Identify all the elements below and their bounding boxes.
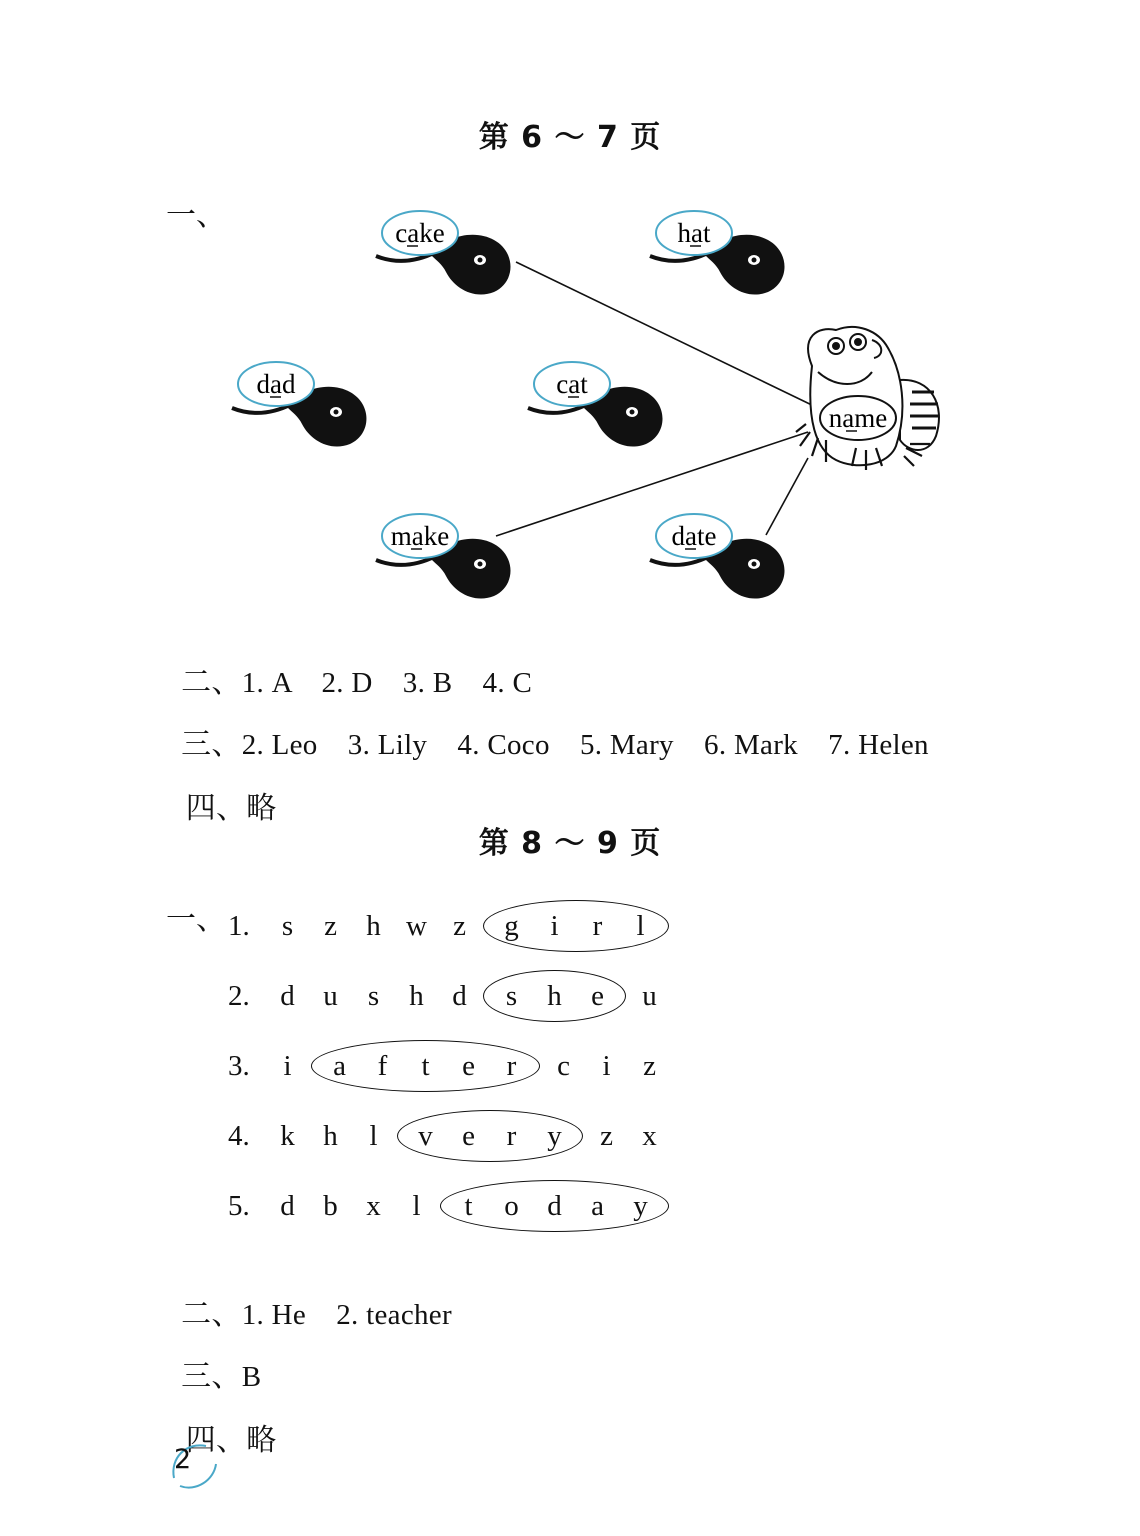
letter: z — [600, 1119, 613, 1152]
letter: s — [281, 909, 294, 942]
section2-question-2-answers: 1. He 2. teacher — [241, 1299, 452, 1331]
letter: a — [333, 1049, 346, 1082]
word-name: name — [828, 403, 888, 433]
letter: r — [506, 1119, 517, 1152]
question-4-answer: 略 — [246, 791, 277, 826]
word-search-row — [228, 904, 671, 948]
question-1-label: 一、 — [166, 198, 226, 233]
row-number: 5. — [228, 1189, 250, 1222]
circled-word — [483, 900, 669, 952]
letter: h — [547, 979, 562, 1012]
letter: z — [324, 909, 337, 942]
question-3-answers: 2. Leo 3. Lily 4. Coco 5. Mary 6. Mark 7. Helen — [241, 729, 929, 761]
section2-question-1-label: 一、 — [166, 902, 226, 937]
letter: v — [418, 1119, 433, 1152]
match-line-make — [496, 432, 808, 536]
word-search-row — [228, 1114, 671, 1158]
letter: b — [323, 1189, 338, 1222]
question-2-answers: 1. A 2. D 3. B 4. C — [241, 667, 533, 699]
letter: y — [633, 1189, 648, 1222]
page-heading-6-7: 第 6 ～ 7 页 — [478, 120, 662, 155]
letter: u — [642, 979, 657, 1012]
letter: h — [366, 909, 381, 942]
section2-question-4-answer: 略 — [246, 1423, 277, 1458]
question-4-line — [166, 748, 277, 827]
letter: i — [283, 1049, 292, 1082]
letter: x — [366, 1189, 381, 1222]
letter: e — [462, 1049, 475, 1082]
word-search-row — [228, 974, 671, 1018]
word-cat: cat — [556, 369, 588, 399]
matching-diagram — [0, 0, 1140, 620]
letter: l — [636, 909, 645, 942]
circled-word — [397, 1110, 583, 1162]
section2-question-2-label: 二、 — [181, 1297, 242, 1332]
letter: c — [557, 1049, 570, 1082]
letter: w — [406, 909, 427, 942]
letter: r — [592, 909, 603, 942]
letter: u — [323, 979, 338, 1012]
row-number: 4. — [228, 1119, 250, 1152]
letter: h — [409, 979, 424, 1012]
circled-word — [483, 970, 626, 1022]
letter: y — [547, 1119, 562, 1152]
page-number-badge — [166, 1438, 220, 1492]
word-hat: hat — [677, 218, 711, 248]
letter: e — [462, 1119, 475, 1152]
word-dad: dad — [256, 369, 296, 399]
page-number: 2 — [174, 1444, 192, 1475]
letter: z — [453, 909, 466, 942]
word-cake: cake — [395, 218, 445, 248]
letter: z — [643, 1049, 656, 1082]
word-search-row — [228, 1184, 671, 1228]
letter: s — [505, 979, 518, 1012]
letter: t — [464, 1189, 473, 1222]
word-make: make — [390, 521, 450, 551]
letter: g — [504, 909, 519, 942]
letter: a — [591, 1189, 604, 1222]
letter: o — [504, 1189, 519, 1222]
letter: t — [421, 1049, 430, 1082]
word-date: date — [671, 521, 717, 551]
section2-question-3-answer: B — [241, 1361, 262, 1393]
letter: s — [367, 979, 380, 1012]
question-4-label: 四、 — [185, 791, 247, 826]
letter: r — [506, 1049, 517, 1082]
row-number: 1. — [228, 909, 250, 942]
question-3-label: 三、 — [181, 727, 242, 762]
question-2-label: 二、 — [181, 665, 242, 700]
letter: x — [642, 1119, 657, 1152]
row-number: 3. — [228, 1049, 250, 1082]
section2-question-3-label: 三、 — [181, 1359, 242, 1394]
letter: k — [280, 1119, 295, 1152]
letter: l — [369, 1119, 378, 1152]
match-line-date — [766, 458, 808, 535]
letter: e — [591, 979, 604, 1012]
letter: d — [280, 979, 295, 1012]
letter: d — [547, 1189, 562, 1222]
letter: i — [602, 1049, 611, 1082]
word-search-row — [228, 1044, 671, 1088]
letter: h — [323, 1119, 338, 1152]
question-3-line — [166, 686, 929, 763]
circled-word — [440, 1180, 669, 1232]
letter: f — [377, 1049, 388, 1082]
letter: i — [550, 909, 559, 942]
section2-question-4-label: 四、 — [185, 1423, 247, 1458]
page-heading-8-9: 第 8 ～ 9 页 — [478, 826, 662, 861]
letter: l — [412, 1189, 421, 1222]
letter: d — [452, 979, 467, 1012]
row-number: 2. — [228, 979, 250, 1012]
circled-word — [311, 1040, 540, 1092]
letter: d — [280, 1189, 295, 1222]
